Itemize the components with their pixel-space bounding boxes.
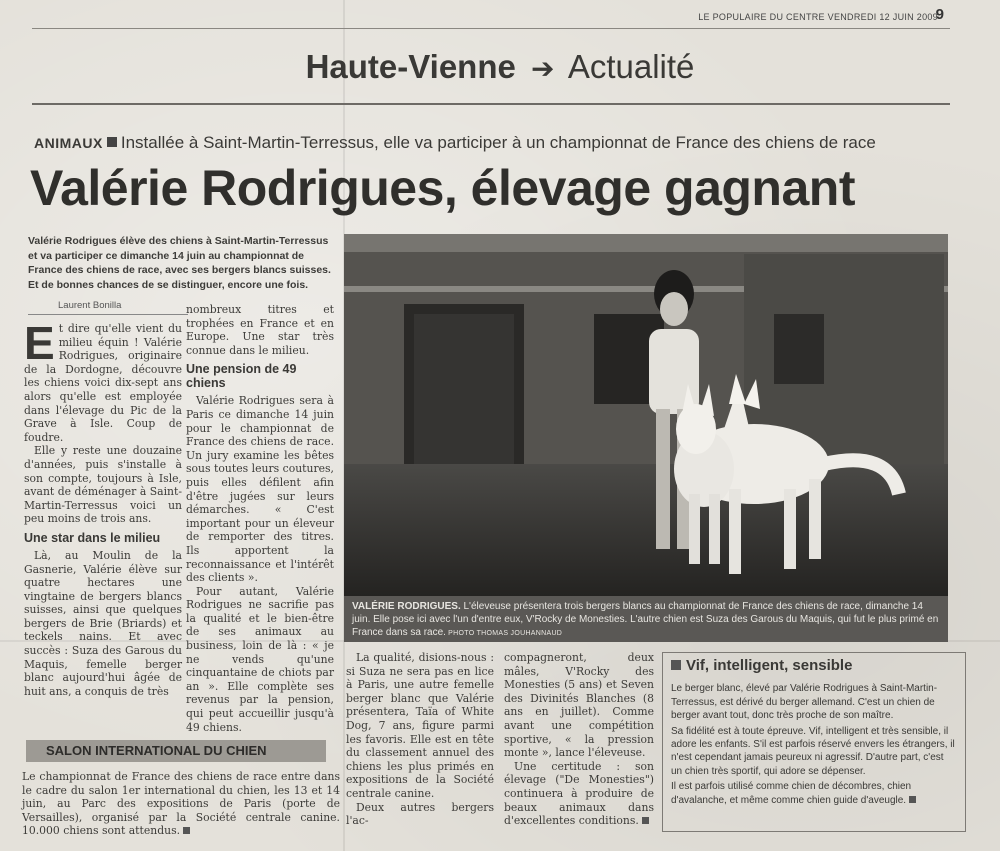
- section-rule: [32, 103, 950, 105]
- byline-rule: [28, 314, 188, 315]
- article-paragraph: nombreux titres et trophées en France et en Europe. Une star très connue dans le milieu.: [186, 303, 334, 357]
- kicker: [34, 133, 876, 153]
- arrow-icon: ➔: [531, 53, 555, 84]
- photo-credit: PHOTO THOMAS JOUHANNAUD: [445, 630, 563, 637]
- article-paragraph: La qualité, disions-nous : si Suza ne sera pas en lice à Paris, une autre femelle berger blanc que Valérie présentera, Taïa of White Dog, 7 ans, figure parmi les favoris. Elle est en tête du classement annuel des chiens les plus primés en expositions de la Société centrale canine.: [346, 651, 494, 800]
- photo-caption: [344, 596, 948, 642]
- end-mark-icon: [183, 827, 190, 834]
- drop-cap: E: [24, 317, 55, 369]
- square-bullet-icon: [671, 660, 681, 670]
- sidebar-paragraph: Le berger blanc, élevé par Valérie Rodrigues à Saint-Martin-Terressus, est dérivé du berger allemand. C'est un chien de berger avant tout, donc très proche de son maître.: [671, 683, 938, 722]
- sidebar-paragraph: Il est parfois utilisé comme chien de décombres, chien d'avalanche, et même comme chien guide d'aveugle.: [671, 781, 912, 806]
- top-rule: [32, 28, 950, 29]
- salon-box-title: SALON INTERNATIONAL DU CHIEN: [26, 740, 326, 762]
- rubric-region: Haute-Vienne: [305, 48, 516, 85]
- sidebar-box: [662, 652, 966, 832]
- end-mark-icon: [909, 796, 916, 803]
- section-rubric: [0, 48, 1000, 86]
- photo-illustration: [344, 234, 948, 596]
- rubric-section: Actualité: [567, 48, 695, 85]
- salon-paragraph: Le championnat de France des chiens de race entre dans le cadre du salon 1er international du chien, les 13 et 14 juin, au Parc des expositions de Paris (porte de Versailles), organisé par la Société centrale canine. 10.000 chiens sont attendus.: [22, 770, 340, 838]
- article-paragraph: Une certitude : son élevage ("De Monesties") continuera à produire de beaux animaux dans d'excellentes conditions.: [504, 759, 654, 828]
- article-column-1: [24, 317, 182, 698]
- caption-lead: VALÉRIE RODRIGUES.: [352, 601, 461, 612]
- article-paragraph: compagneront, deux mâles, V'Rocky des Monesties (5 ans) et Seven des Divinités Blanches (8 ans en juillet). Comme avant une compétition sportive, « la pression monte », lance l'éleveuse.: [504, 651, 654, 760]
- sidebar-paragraph: Sa fidélité est à toute épreuve. Vif, intelligent et très sensible, il adore les enfants. S'il est parfois réservé envers les étrangers, il n'est cependant jamais peureux ni agressif. D'autre part, c'est un chien très sportif, qui adore se dépenser.: [671, 725, 955, 777]
- article-paragraph: t dire qu'elle vient du milieu équin ! Valérie Rodrigues, originaire de la Dordogne, découvre les chiens voici dix-sept ans alors qu'elle est employée dans l'élevage du Pic de la Grave à Isle. Coup de foudre.: [24, 322, 182, 444]
- article-paragraph: Elle y reste une douzaine d'années, puis s'installe à son compte, toujours à Isle, avant de déménager à Saint-Martin-Terressus voici un peu moins de trois ans.: [24, 444, 182, 526]
- article-column-2: [186, 303, 334, 734]
- article-paragraph: Deux autres bergers l'ac-: [346, 800, 494, 828]
- article-column-4: [504, 651, 654, 828]
- kicker-text: Installée à Saint-Martin-Terressus, elle va participer à un championnat de France des chiens de race: [120, 133, 876, 152]
- article-paragraph: Valérie Rodrigues sera à Paris ce dimanche 14 juin pour le championnat de France des chiens de race. Un jury examine les bêtes sous toutes leurs coutures, puis elles défilent afin d'être jugées sur leurs démarches. « C'est important pour un éleveur de remporter des titres. Ils apportent la reconnaissance et l'intérêt des clients ».: [186, 394, 334, 585]
- article-photo: [344, 234, 948, 596]
- folio-line: LE POPULAIRE DU CENTRE VENDREDI 12 JUIN 2009: [698, 12, 938, 22]
- salon-box-text: [22, 770, 340, 838]
- article-paragraph: Pour autant, Valérie Rodrigues ne sacrifie pas la qualité et le bien-être de ses animaux au business, loin de là : « je ne vends qu'une cinquantaine de chiots par an ». Elle complète ses revenus par la pension, qui peut accueillir jusqu'à 49 chiens.: [186, 584, 334, 734]
- caption-text: L'éleveuse présentera trois bergers blancs au championnat de France des chiens de race, dimanche 14 juin. Elle pose ici avec l'un d'entre eux, V'Rocky de Monesties. L'autre chien est Suza des Garous du Maquis, qui fut le plus primé en France dans sa race.: [352, 601, 939, 638]
- end-mark-icon: [642, 817, 649, 824]
- sidebar-title-text: Vif, intelligent, sensible: [686, 657, 853, 674]
- intertitle: Une star dans le milieu: [24, 530, 161, 545]
- lead-paragraph: Valérie Rodrigues élève des chiens à Saint-Martin-Terressus et va participer ce dimanche 14 juin au championnat de France des chiens de race, avec ses bergers blancs suisses. Et de bonnes chances de se distinguer, encore une fois.: [28, 235, 331, 291]
- headline: Valérie Rodrigues, élevage gagnant: [30, 160, 855, 216]
- page-number: 9: [935, 6, 944, 23]
- intertitle: Une pension de 49 chiens: [186, 362, 297, 391]
- square-bullet-icon: [107, 137, 117, 147]
- byline: Laurent Bonilla: [58, 300, 122, 311]
- kicker-tag: ANIMAUX: [34, 135, 103, 151]
- article-paragraph: Là, au Moulin de la Gasnerie, Valérie élève sur quatre hectares une vingtaine de bergers blancs suisses, ainsi que quelques bergers de Brie (Briards) et teckels nains. Et avec succès : Suza des Garous du Maquis, femelle berger blanc aujourd'hui âgée de huit ans, a conquis de très: [24, 548, 182, 698]
- sidebar-box-title: [671, 659, 957, 672]
- article-column-3: [346, 651, 494, 828]
